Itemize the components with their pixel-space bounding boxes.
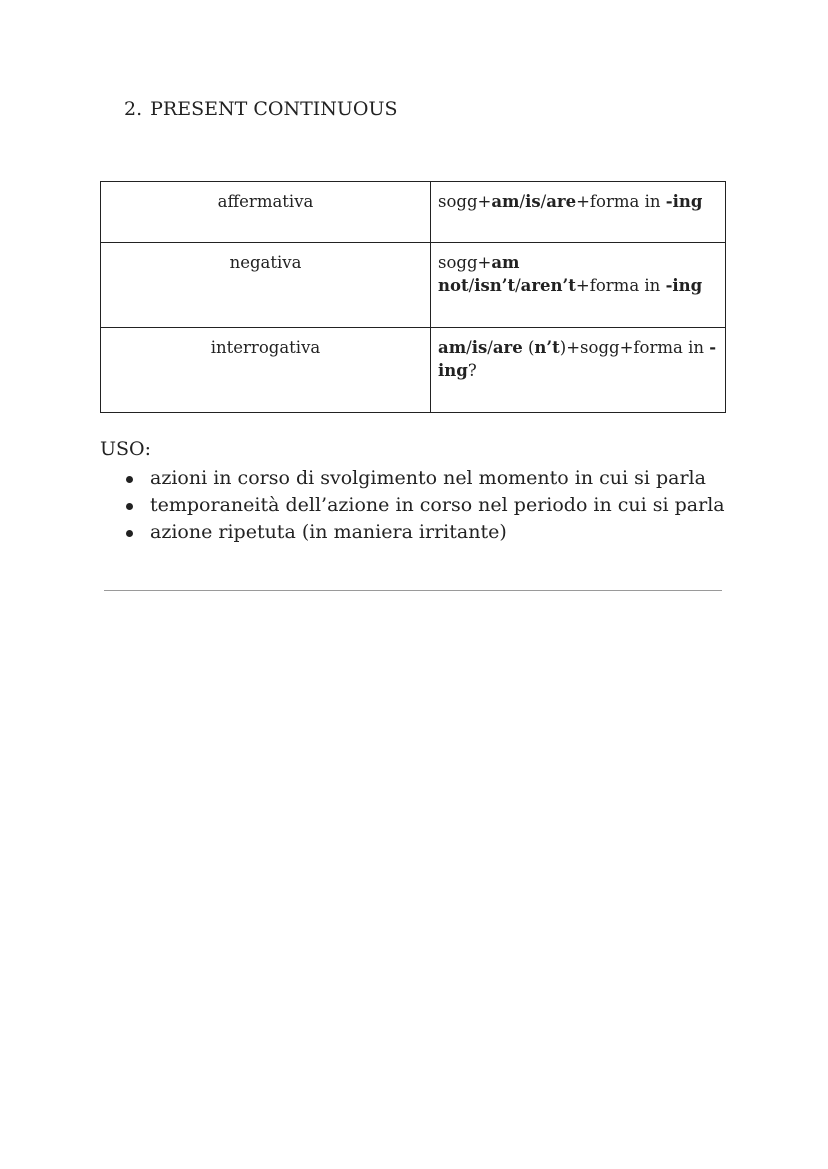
- table-cell-label: interrogativa: [101, 328, 431, 413]
- rule-segment: /: [487, 338, 493, 357]
- table-row-negativa: [101, 243, 726, 328]
- table-cell-rule: [431, 243, 726, 328]
- list-item: [100, 465, 725, 492]
- bullet-icon: [126, 530, 133, 537]
- section-number: 2.: [124, 98, 143, 120]
- table-cell-label: affermativa: [101, 182, 431, 243]
- table-cell-label: negativa: [101, 243, 431, 328]
- rule-segment: sogg+: [438, 253, 492, 272]
- rule-segment: -ing: [438, 338, 717, 380]
- list-item: [100, 492, 725, 519]
- rule-segment: +forma in: [576, 192, 666, 211]
- list-item-text: azioni in corso di svolgimento nel momento in cui si parla: [150, 467, 706, 489]
- table-cell-rule: [431, 182, 726, 243]
- rule-segment: is: [525, 192, 541, 211]
- rule-segment: am: [491, 192, 520, 211]
- rule-segment: /: [468, 276, 475, 295]
- section-title: PRESENT CONTINUOUS: [150, 98, 398, 120]
- rule-segment: -ing: [665, 192, 703, 211]
- horizontal-divider: [104, 590, 722, 591]
- list-item: [100, 519, 725, 546]
- rule-segment: n’t: [534, 338, 560, 357]
- table-row-interrogativa: [101, 328, 726, 413]
- rule-segment: am: [438, 338, 467, 357]
- rule-segment: )+sogg+forma in: [559, 338, 710, 357]
- rule-segment: /: [466, 338, 472, 357]
- rule-segment: /: [515, 276, 521, 295]
- rule-segment: aren’t: [520, 276, 576, 295]
- uso-list: [100, 465, 725, 546]
- rule-segment: -ing: [665, 276, 703, 295]
- table-row-affermativa: [101, 182, 726, 243]
- rule-segment: is: [471, 338, 488, 357]
- uso-title: USO:: [100, 438, 152, 460]
- rule-segment: sogg+: [438, 192, 492, 211]
- table-cell-rule: [431, 328, 726, 413]
- list-item-text: azione ripetuta (in maniera irritante): [150, 521, 507, 543]
- grammar-table: [100, 181, 726, 413]
- rule-segment: /: [540, 192, 547, 211]
- rule-segment: am not: [438, 253, 520, 295]
- section-heading: [124, 98, 397, 120]
- rule-segment: (: [522, 338, 535, 357]
- bullet-icon: [126, 503, 133, 510]
- bullet-icon: [126, 476, 133, 483]
- rule-segment: isn’t: [474, 276, 516, 295]
- rule-segment: are: [492, 338, 523, 357]
- list-item-text: temporaneità dell’azione in corso nel periodo in cui si parla: [150, 494, 725, 516]
- rule-segment: /: [519, 192, 526, 211]
- rule-segment: +forma in: [575, 276, 666, 295]
- rule-segment: are: [546, 192, 577, 211]
- rule-segment: ?: [467, 361, 477, 380]
